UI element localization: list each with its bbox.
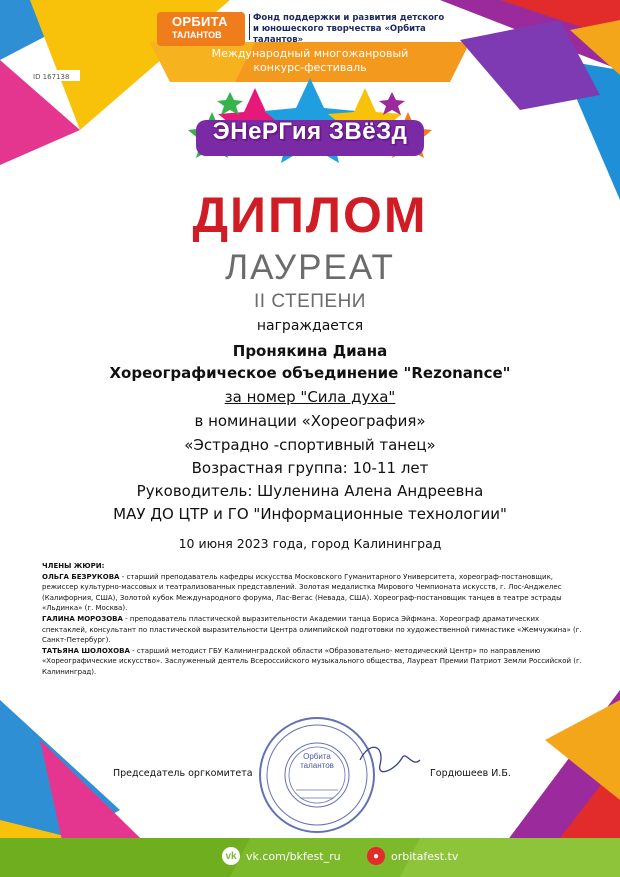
- jury-member-bio: - старший преподаватель кафедры искусства Московского Гуманитарного Университета, хореограф-постановщик, режиссер культурно-массовых и театрализованных представлений. Золотая медалистка Мирового Чемпионата искусств, г. Лос-Анджелес (Калифорния, США), Золотой кубок Международного форума, Лас-Вегас (Невада, США). Хореограф-постановщик танцев в театре эстрады «Льдинка» (г. Москва).: [42, 572, 562, 613]
- festival-name: ЭНеРГия ЗВёЗд: [212, 118, 408, 145]
- orbita-logo-subtext: ТАЛАНТОВ: [172, 30, 222, 40]
- jury-member-name: ТАТЬЯНА ШОЛОХОВА: [42, 646, 130, 655]
- jury-member-bio: - преподаватель пластической выразительности Академии танца Бориса Эйфмана. Хореограф драматических спектаклей, консультант по пластической выразительности Центра олимпийской подготовки по художественной гимнастике «Жемчужина» (г. Санкт-Петербург).: [42, 614, 582, 645]
- jury-member-name: ГАЛИНА МОРОЗОВА: [42, 614, 123, 623]
- jury-heading: ЧЛЕНЫ ЖЮРИ:: [42, 562, 105, 570]
- jury-member: [42, 646, 582, 678]
- vk-link[interactable]: [222, 847, 341, 865]
- organization-name: [253, 13, 453, 46]
- site-link-text: orbitafest.tv: [391, 849, 459, 863]
- awarded-label: награждается: [256, 318, 364, 334]
- recipient-name: Пронякина Диана: [232, 342, 388, 360]
- jury-member: [42, 614, 582, 646]
- degree-label: II СТЕПЕНИ: [254, 291, 366, 312]
- age-group: Возрастная группа: 10-11 лет: [191, 459, 429, 477]
- contest-title: [170, 47, 450, 75]
- dance-style: «Эстрадно -спортивный танец»: [184, 436, 436, 454]
- vk-icon: vk: [222, 847, 240, 865]
- document-id: ID 167138: [33, 73, 70, 81]
- organization-line-2: и юношеского творчества «Орбита талантов»: [253, 24, 426, 45]
- collective-name: Хореографическое объединение "Rezonance": [109, 364, 511, 382]
- orbita-logo-text: ОРБИТА: [172, 14, 228, 29]
- organization-line-1: Фонд поддержки и развития детского: [253, 13, 445, 23]
- institution-name: МАУ ДО ЦТР и ГО "Информационные технологии": [113, 505, 507, 523]
- jury-section: [42, 561, 582, 678]
- date-place: 10 июня 2023 года, город Калининград: [178, 536, 442, 551]
- chair-name: Гордюшеев И.Б.: [430, 768, 511, 779]
- laureate-title: ЛАУРЕАТ: [225, 248, 395, 287]
- official-stamp: [260, 718, 374, 832]
- orbita-icon: ●: [367, 847, 385, 865]
- chair-label: Председатель оргкомитета: [113, 768, 253, 779]
- leader-name: Руководитель: Шуленина Алена Андреевна: [136, 482, 484, 500]
- performance-title: за номер "Сила духа": [224, 388, 396, 406]
- nomination: в номинации «Хореография»: [194, 412, 426, 430]
- jury-member-bio: - старший методист ГБУ Калининградской области «Образовательно- методический Центр» по направлению «Хореографические искусство». Заслуженный деятель Всероссийского музыкального общества, Лауреат Премии Патриот Земли Российской (г. Калининград).: [42, 646, 582, 676]
- contest-line-1: Международный многожанровый: [211, 47, 409, 60]
- jury-member-name: ОЛЬГА БЕЗРУКОВА: [42, 572, 120, 581]
- stamp-text: Орбита талантов: [300, 752, 334, 770]
- site-link[interactable]: [367, 847, 458, 865]
- header-divider: [249, 14, 250, 40]
- diploma-title: ДИПЛОМ: [192, 187, 428, 243]
- jury-member: [42, 572, 582, 614]
- vk-link-text: vk.com/bkfest_ru: [246, 849, 341, 863]
- contest-line-2: конкурс-фестиваль: [253, 61, 367, 74]
